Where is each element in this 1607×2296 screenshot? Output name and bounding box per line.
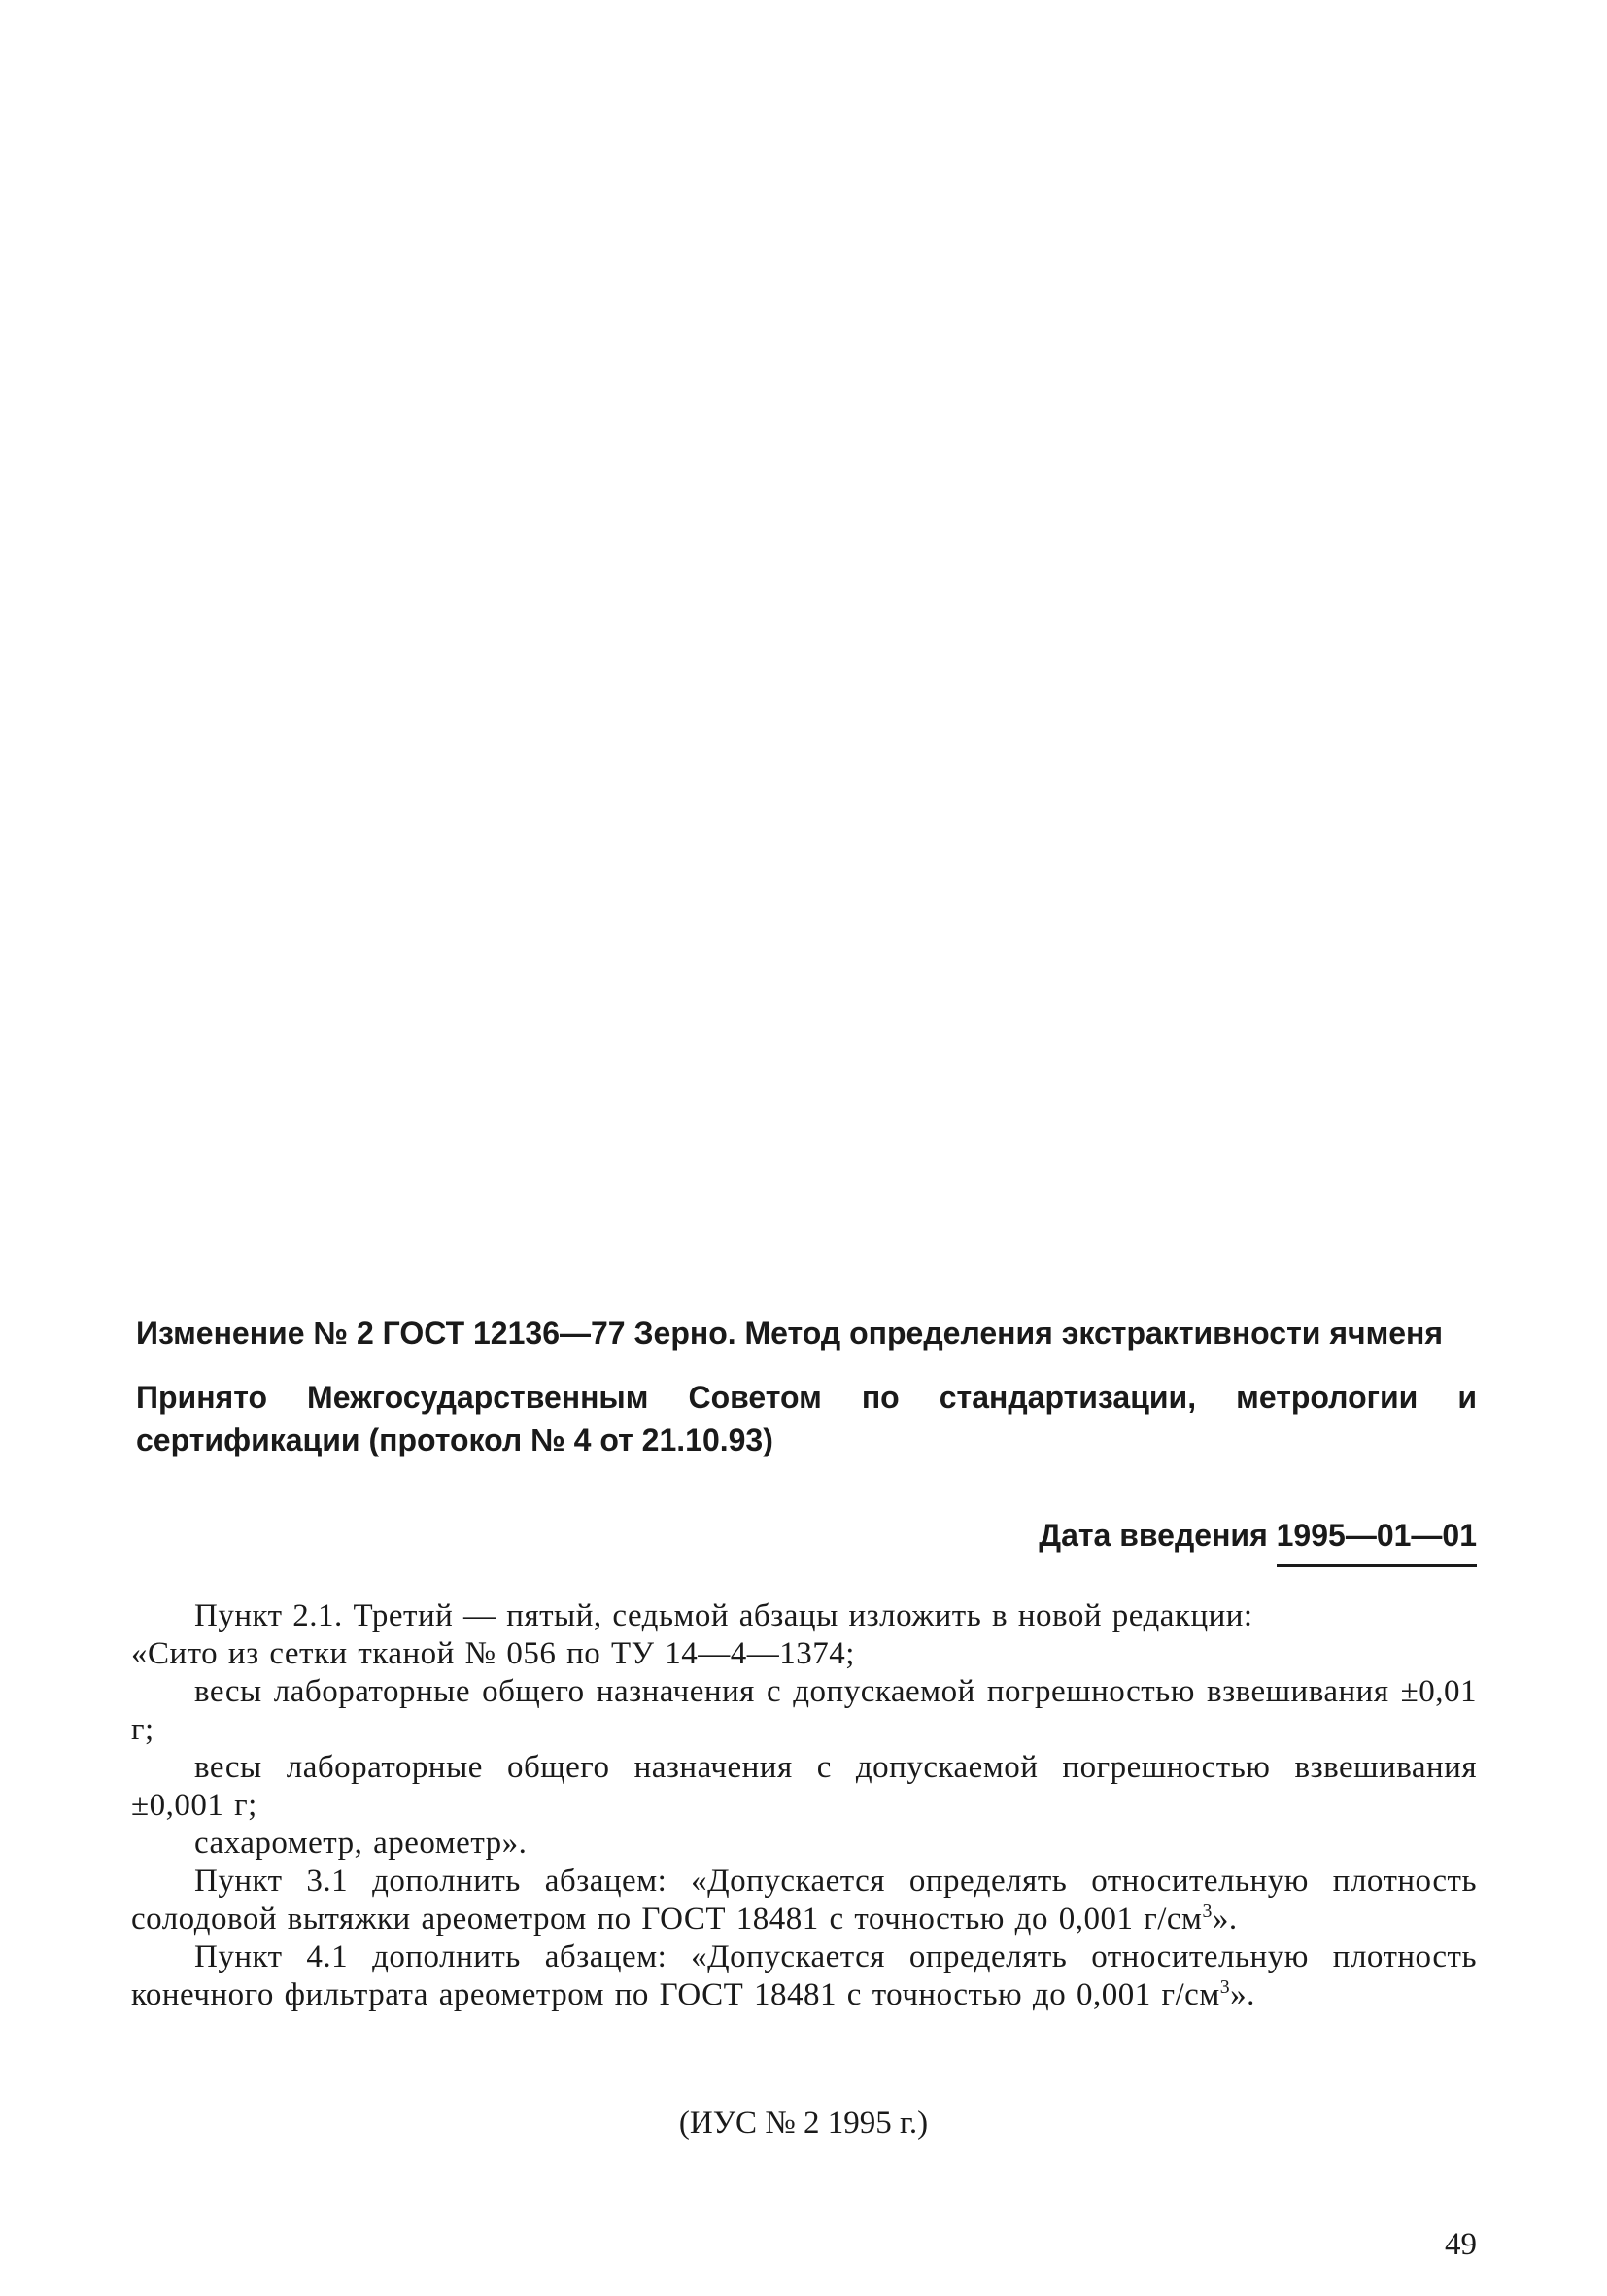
- paragraph-4-1-text: Пункт 4.1 дополнить абзацем: «Допускается определять относительную плотность конечного фильтрата ареометром по ГОСТ 18481 с точностью до 0,001 г/см: [131, 1939, 1477, 2012]
- paragraph-3-1-end: ».: [1212, 1902, 1238, 1936]
- effective-date-label: Дата введения: [1039, 1518, 1268, 1553]
- page-number: 49: [1445, 2227, 1477, 2262]
- amendment-body: [131, 1597, 1477, 2014]
- paragraph-4-1-end: ».: [1230, 1977, 1255, 2012]
- paragraph-2-1-intro: Пункт 2.1. Третий — пятый, седьмой абзацы изложить в новой редакции:: [194, 1598, 1253, 1633]
- paragraph-3-1-superscript: 3: [1202, 1901, 1213, 1922]
- amendment-title: Изменение № 2 ГОСТ 12136—77 Зерно. Метод определения экстрактивности ячменя: [136, 1316, 1444, 1351]
- paragraph-4-1: [131, 1938, 1477, 2014]
- effective-date: [1039, 1514, 1477, 1567]
- effective-date-value: 1995—01—01: [1277, 1514, 1477, 1567]
- source-reference: (ИУС № 2 1995 г.): [678, 2106, 929, 2141]
- adoption-statement: Принято Межгосударственным Советом по стандартизации, метрологии и сертификации (протокол № 4 от 21.10.93): [136, 1380, 1477, 1457]
- paragraph-2-1-saccharometer: сахарометр, ареометр».: [194, 1826, 528, 1861]
- paragraph-3-1-text: Пункт 3.1 дополнить абзацем: «Допускается определять относительную плотность солодовой вытяжки ареометром по ГОСТ 18481 с точностью до 0,001 г/см: [131, 1864, 1477, 1936]
- paragraph-2-1-sieve: «Сито из сетки тканой № 056 по ТУ 14—4—1374;: [131, 1636, 855, 1671]
- paragraph-4-1-superscript: 3: [1219, 1976, 1231, 1998]
- paragraph-3-1: [131, 1863, 1477, 1938]
- paragraph-2-1-scales-0001: весы лабораторные общего назначения с допускаемой погрешностью взвешивания ±0,001 г;: [131, 1750, 1477, 1823]
- amendment-header: [136, 1312, 1477, 1461]
- paragraph-2-1-scales-001: весы лабораторные общего назначения с допускаемой погрешностью взвешивания ±0,01 г;: [131, 1674, 1477, 1747]
